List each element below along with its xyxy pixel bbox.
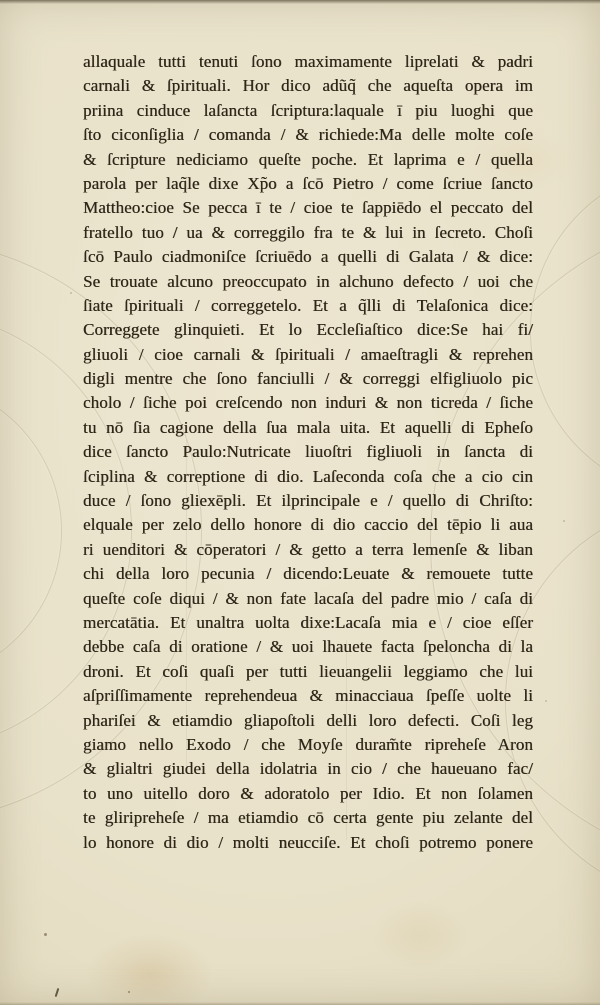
printed-text-block [83,50,533,855]
text-line: carnali & ſpirituali. Hor dico adũq̃ che aqueſta opera im [83,76,533,96]
text-line: ſciplina & correptione di dio. Laſeconda coſa che a cio cin [83,466,533,486]
paper-speck [128,991,130,993]
text-line: & ſcripture nediciamo queſte poche. Et laprima e / quella [83,149,533,169]
text-line: mercatātia. Et unaltra uolta dixe:Lacaſa mia e / cioe eſſer [83,612,533,632]
text-line: Mattheo:cioe Se pecca ī te / cioe te ſappiēdo el peccato del [83,198,533,218]
text-line: droni. Et coſi quaſi per tutti lieuangelii leggiamo che lui [83,661,533,681]
page-top-edge-shadow [0,0,600,4]
text-line: & glialtri giudei della idolatria in cio / che haueuano fac/ [83,759,533,779]
paper-speck [208,90,210,92]
text-line: ſcō Paulo ciadmoniſce ſcriuēdo a quelli di Galata / & dice: [83,247,533,267]
text-line: te gliripreheſe / ma etiamdio cō certa gente piu zelante del [83,808,533,828]
text-line: queſte coſe diqui / & non fate lacaſa del padre mio / caſa di [83,588,533,608]
text-line: dice ſancto Paulo:Nutricate liuoſtri figliuoli in ſancta di [83,442,533,462]
text-line: giamo nello Exodo / che Moyſe duram̃te ripreheſe Aron [83,734,533,754]
paper-speck [545,700,547,702]
text-line: elquale per zelo dello honore di dio caccio del tēpio li aua [83,515,533,535]
text-line: duce / ſono gliexēpli. Et ilprincipale e / quello di Chriſto: [83,491,533,511]
ink-mark [55,988,60,997]
text-line: ri uenditori & cōperatori / & getto a terra lemenſe & liban [83,539,533,559]
text-line: phariſei & etiamdio gliapoſtoli delli loro defecti. Coſi leg [83,710,533,730]
text-line: to uno uitello doro & adoratolo per Idio. Et non ſolamen [83,783,533,803]
text-line: priina cinduce laſancta ſcriptura:laquale ī piu luoghi que [83,100,533,120]
text-line: aſpriſſimamente reprehendeua & minacciaua ſpeſſe uolte li [83,686,533,706]
text-line: lo honore di dio / molti neucciſe. Et choſi potremo ponere [83,832,533,852]
text-line: allaquale tutti tenuti ſono maximamente liprelati & padri [83,52,533,71]
text-line: chi della loro pecunia / dicendo:Leuate & remouete tutte [83,564,533,584]
paper-speck [563,520,565,522]
paper-speck [44,933,47,936]
text-line: ſiate ſpirituali / correggetelo. Et a q̃lli di Telaſonica dice: [83,295,533,315]
text-line: Correggete glinquieti. Et lo Eccleſiaſtico dice:Se hai fi/ [83,320,533,340]
text-line: cholo / ſiche poi creſcendo non induri & non ticreda / ſiche [83,393,533,413]
text-line: fratello tuo / ua & correggilo fra te & lui in ſecreto. Choſi [83,222,533,242]
text-line: tu nō ſia cagione della ſua mala uita. Et aquelli di Epheſo [83,417,533,437]
text-line: ſto ciconſiglia / comanda / & richiede:Ma delle molte coſe [83,125,533,145]
text-line: debbe caſa di oratione / & uoi lhauete facta ſpeloncha di la [83,637,533,657]
text-line: gliuoli / cioe carnali & ſpirituali / amaeſtragli & reprehen [83,344,533,364]
paper-speck [70,292,72,294]
text-line: parola per laq̃le dixe Xp̃o a ſcō Pietro / come ſcriue ſancto [83,173,533,193]
text-line: Se trouate alcuno preoccupato in alchuno defecto / uoi che [83,271,533,291]
text-line: digli mentre che ſono fanciulli / & correggi elfigliuolo pic [83,369,533,389]
